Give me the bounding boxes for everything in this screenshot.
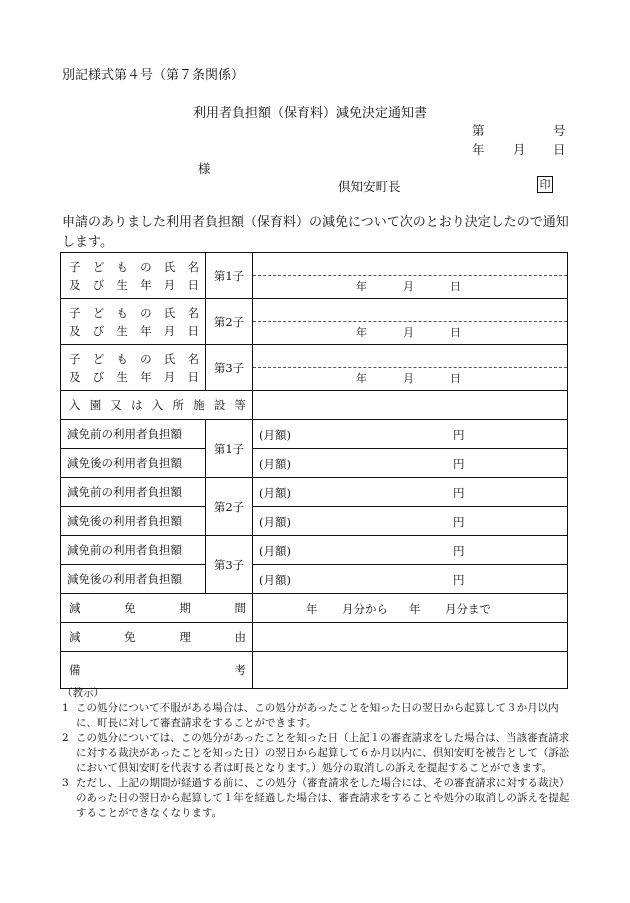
monthly-label: (月額) bbox=[259, 515, 291, 529]
monthly-label: (月額) bbox=[259, 544, 291, 558]
notice-item bbox=[62, 701, 574, 731]
child-label-line2: 及 び 生 年 月 日 bbox=[69, 277, 199, 292]
birth-date-day: 日 bbox=[450, 372, 461, 385]
fee-after-label: 減免後の利用者負担額 bbox=[61, 507, 206, 536]
child-row-1 bbox=[61, 253, 568, 299]
fee-before-field[interactable] bbox=[253, 536, 568, 565]
facility-label-text: 入 園 又 は 入 所 施 設 等 bbox=[69, 398, 246, 412]
reason-row bbox=[61, 623, 568, 652]
child-name-field[interactable] bbox=[253, 299, 567, 322]
fee-after-label: 減免後の利用者負担額 bbox=[61, 565, 206, 594]
intro-text: 申請のありました利用者負担額（保育料）の減免について次のとおり決定したので通知します。 bbox=[62, 215, 569, 250]
issue-date-month: 月 bbox=[513, 142, 526, 157]
appeal-notice bbox=[62, 686, 574, 821]
remarks-label-text: 備 考 bbox=[69, 663, 246, 677]
child-name-field[interactable] bbox=[253, 253, 567, 276]
fee-after-row-2 bbox=[61, 507, 568, 536]
monthly-label: (月額) bbox=[259, 573, 291, 587]
period-field[interactable] bbox=[253, 594, 568, 623]
reason-field[interactable] bbox=[253, 623, 568, 652]
yen-unit: 円 bbox=[453, 544, 465, 558]
fee-before-label: 減免前の利用者負担額 bbox=[61, 536, 206, 565]
notice-item-text: この処分について不服がある場合は、この処分があったことを知った日の翌日から起算して３か月以内に、町長に対して審査請求をすることができます。 bbox=[76, 702, 559, 729]
notice-item bbox=[62, 776, 574, 821]
child-label-line2: 及 び 生 年 月 日 bbox=[69, 323, 199, 338]
yen-unit: 円 bbox=[453, 457, 465, 471]
fee-after-row-3 bbox=[61, 565, 568, 594]
yen-unit: 円 bbox=[453, 515, 465, 529]
period-row bbox=[61, 594, 568, 623]
remarks-label bbox=[61, 652, 253, 689]
period-label-text: 減 免 期 間 bbox=[69, 601, 246, 615]
child-ordinal: 第3子 bbox=[206, 345, 253, 391]
child-row-2 bbox=[61, 299, 568, 345]
fee-before-label: 減免前の利用者負担額 bbox=[61, 420, 206, 449]
number-go: 号 bbox=[553, 123, 566, 138]
fee-before-field[interactable] bbox=[253, 420, 568, 449]
reason-label-text: 減 免 理 由 bbox=[69, 630, 246, 644]
notice-item bbox=[62, 731, 574, 776]
decision-table bbox=[60, 252, 568, 689]
remarks-field[interactable] bbox=[253, 652, 568, 689]
birth-date-month: 月 bbox=[403, 326, 414, 339]
fee-before-row-1 bbox=[61, 420, 568, 449]
notice-item-number: 3 bbox=[62, 777, 69, 789]
fee-before-row-3 bbox=[61, 536, 568, 565]
child-label-line1: 子 ど も の 氏 名 bbox=[69, 351, 199, 366]
child-name-date-field[interactable] bbox=[253, 253, 568, 299]
child-name-label bbox=[61, 299, 206, 345]
yen-unit: 円 bbox=[453, 428, 465, 442]
fee-child-ordinal: 第3子 bbox=[206, 536, 253, 594]
period-to: 月分まで bbox=[445, 602, 491, 616]
fee-child-ordinal: 第2子 bbox=[206, 478, 253, 536]
child-ordinal: 第2子 bbox=[206, 299, 253, 345]
child-label-line2: 及 び 生 年 月 日 bbox=[69, 369, 199, 384]
notice-heading: （教示） bbox=[62, 687, 104, 699]
birth-date-year: 年 bbox=[356, 280, 367, 293]
fee-before-label: 減免前の利用者負担額 bbox=[61, 478, 206, 507]
child-name-date-field[interactable] bbox=[253, 345, 568, 391]
birth-date-month: 月 bbox=[403, 372, 414, 385]
child-ordinal: 第1子 bbox=[206, 253, 253, 299]
yen-unit: 円 bbox=[453, 486, 465, 500]
child-label-line1: 子 ど も の 氏 名 bbox=[69, 259, 199, 274]
child-name-label bbox=[61, 345, 206, 391]
birth-date-day: 日 bbox=[450, 280, 461, 293]
fee-after-field[interactable] bbox=[253, 565, 568, 594]
fee-child-ordinal: 第1子 bbox=[206, 420, 253, 478]
birth-date-month: 月 bbox=[403, 280, 414, 293]
form-id: 別記様式第４号（第７条関係） bbox=[62, 68, 245, 83]
child-name-label bbox=[61, 253, 206, 299]
document-title: 利用者負担額（保育料）減免決定通知書 bbox=[193, 106, 428, 121]
fee-after-field[interactable] bbox=[253, 449, 568, 478]
period-start-year: 年 bbox=[306, 602, 318, 616]
fee-after-row-1 bbox=[61, 449, 568, 478]
birth-date-year: 年 bbox=[356, 372, 367, 385]
issue-date-day: 日 bbox=[553, 142, 566, 157]
monthly-label: (月額) bbox=[259, 457, 291, 471]
fee-after-label: 減免後の利用者負担額 bbox=[61, 449, 206, 478]
period-from: 月分から bbox=[342, 602, 388, 616]
reason-label bbox=[61, 623, 253, 652]
issue-date-year: 年 bbox=[472, 142, 485, 157]
child-name-field[interactable] bbox=[253, 345, 567, 368]
addressee-sama: 様 bbox=[198, 161, 211, 176]
facility-label bbox=[61, 391, 253, 420]
period-end-year: 年 bbox=[409, 602, 421, 616]
notice-item-number: 2 bbox=[62, 732, 69, 744]
seal-mark: 印 bbox=[537, 176, 553, 193]
yen-unit: 円 bbox=[453, 573, 465, 587]
notice-item-text: この処分については、この処分があったことを知った日（上記１の審査請求をした場合は、当該審査請求に対する裁決があったことを知った日）の翌日から起算して６か月以内に、倶知安町を被告として（訴訟において倶知安町を代表する者は町長となります。）処分の取消しの訴えを提起することができます。 bbox=[76, 732, 570, 774]
period-label bbox=[61, 594, 253, 623]
child-name-date-field[interactable] bbox=[253, 299, 568, 345]
remarks-row bbox=[61, 652, 568, 689]
monthly-label: (月額) bbox=[259, 486, 291, 500]
birth-date-day: 日 bbox=[450, 326, 461, 339]
notice-item-number: 1 bbox=[62, 702, 69, 714]
monthly-label: (月額) bbox=[259, 428, 291, 442]
number-dai: 第 bbox=[472, 123, 485, 138]
facility-row bbox=[61, 391, 568, 420]
fee-before-field[interactable] bbox=[253, 478, 568, 507]
child-label-line1: 子 ど も の 氏 名 bbox=[69, 305, 199, 320]
child-row-3 bbox=[61, 345, 568, 391]
facility-field[interactable] bbox=[253, 391, 568, 420]
fee-after-field[interactable] bbox=[253, 507, 568, 536]
birth-date-year: 年 bbox=[356, 326, 367, 339]
issuer-name: 倶知安町長 bbox=[338, 179, 401, 194]
fee-before-row-2 bbox=[61, 478, 568, 507]
notice-item-text: ただし、上記の期間が経過する前に、この処分（審査請求をした場合には、その審査請求に対する裁決）のあった日の翌日から起算して１年を経過した場合は、審査請求をすることや処分の取消しの訴えを提起することができなくなります。 bbox=[76, 777, 570, 819]
